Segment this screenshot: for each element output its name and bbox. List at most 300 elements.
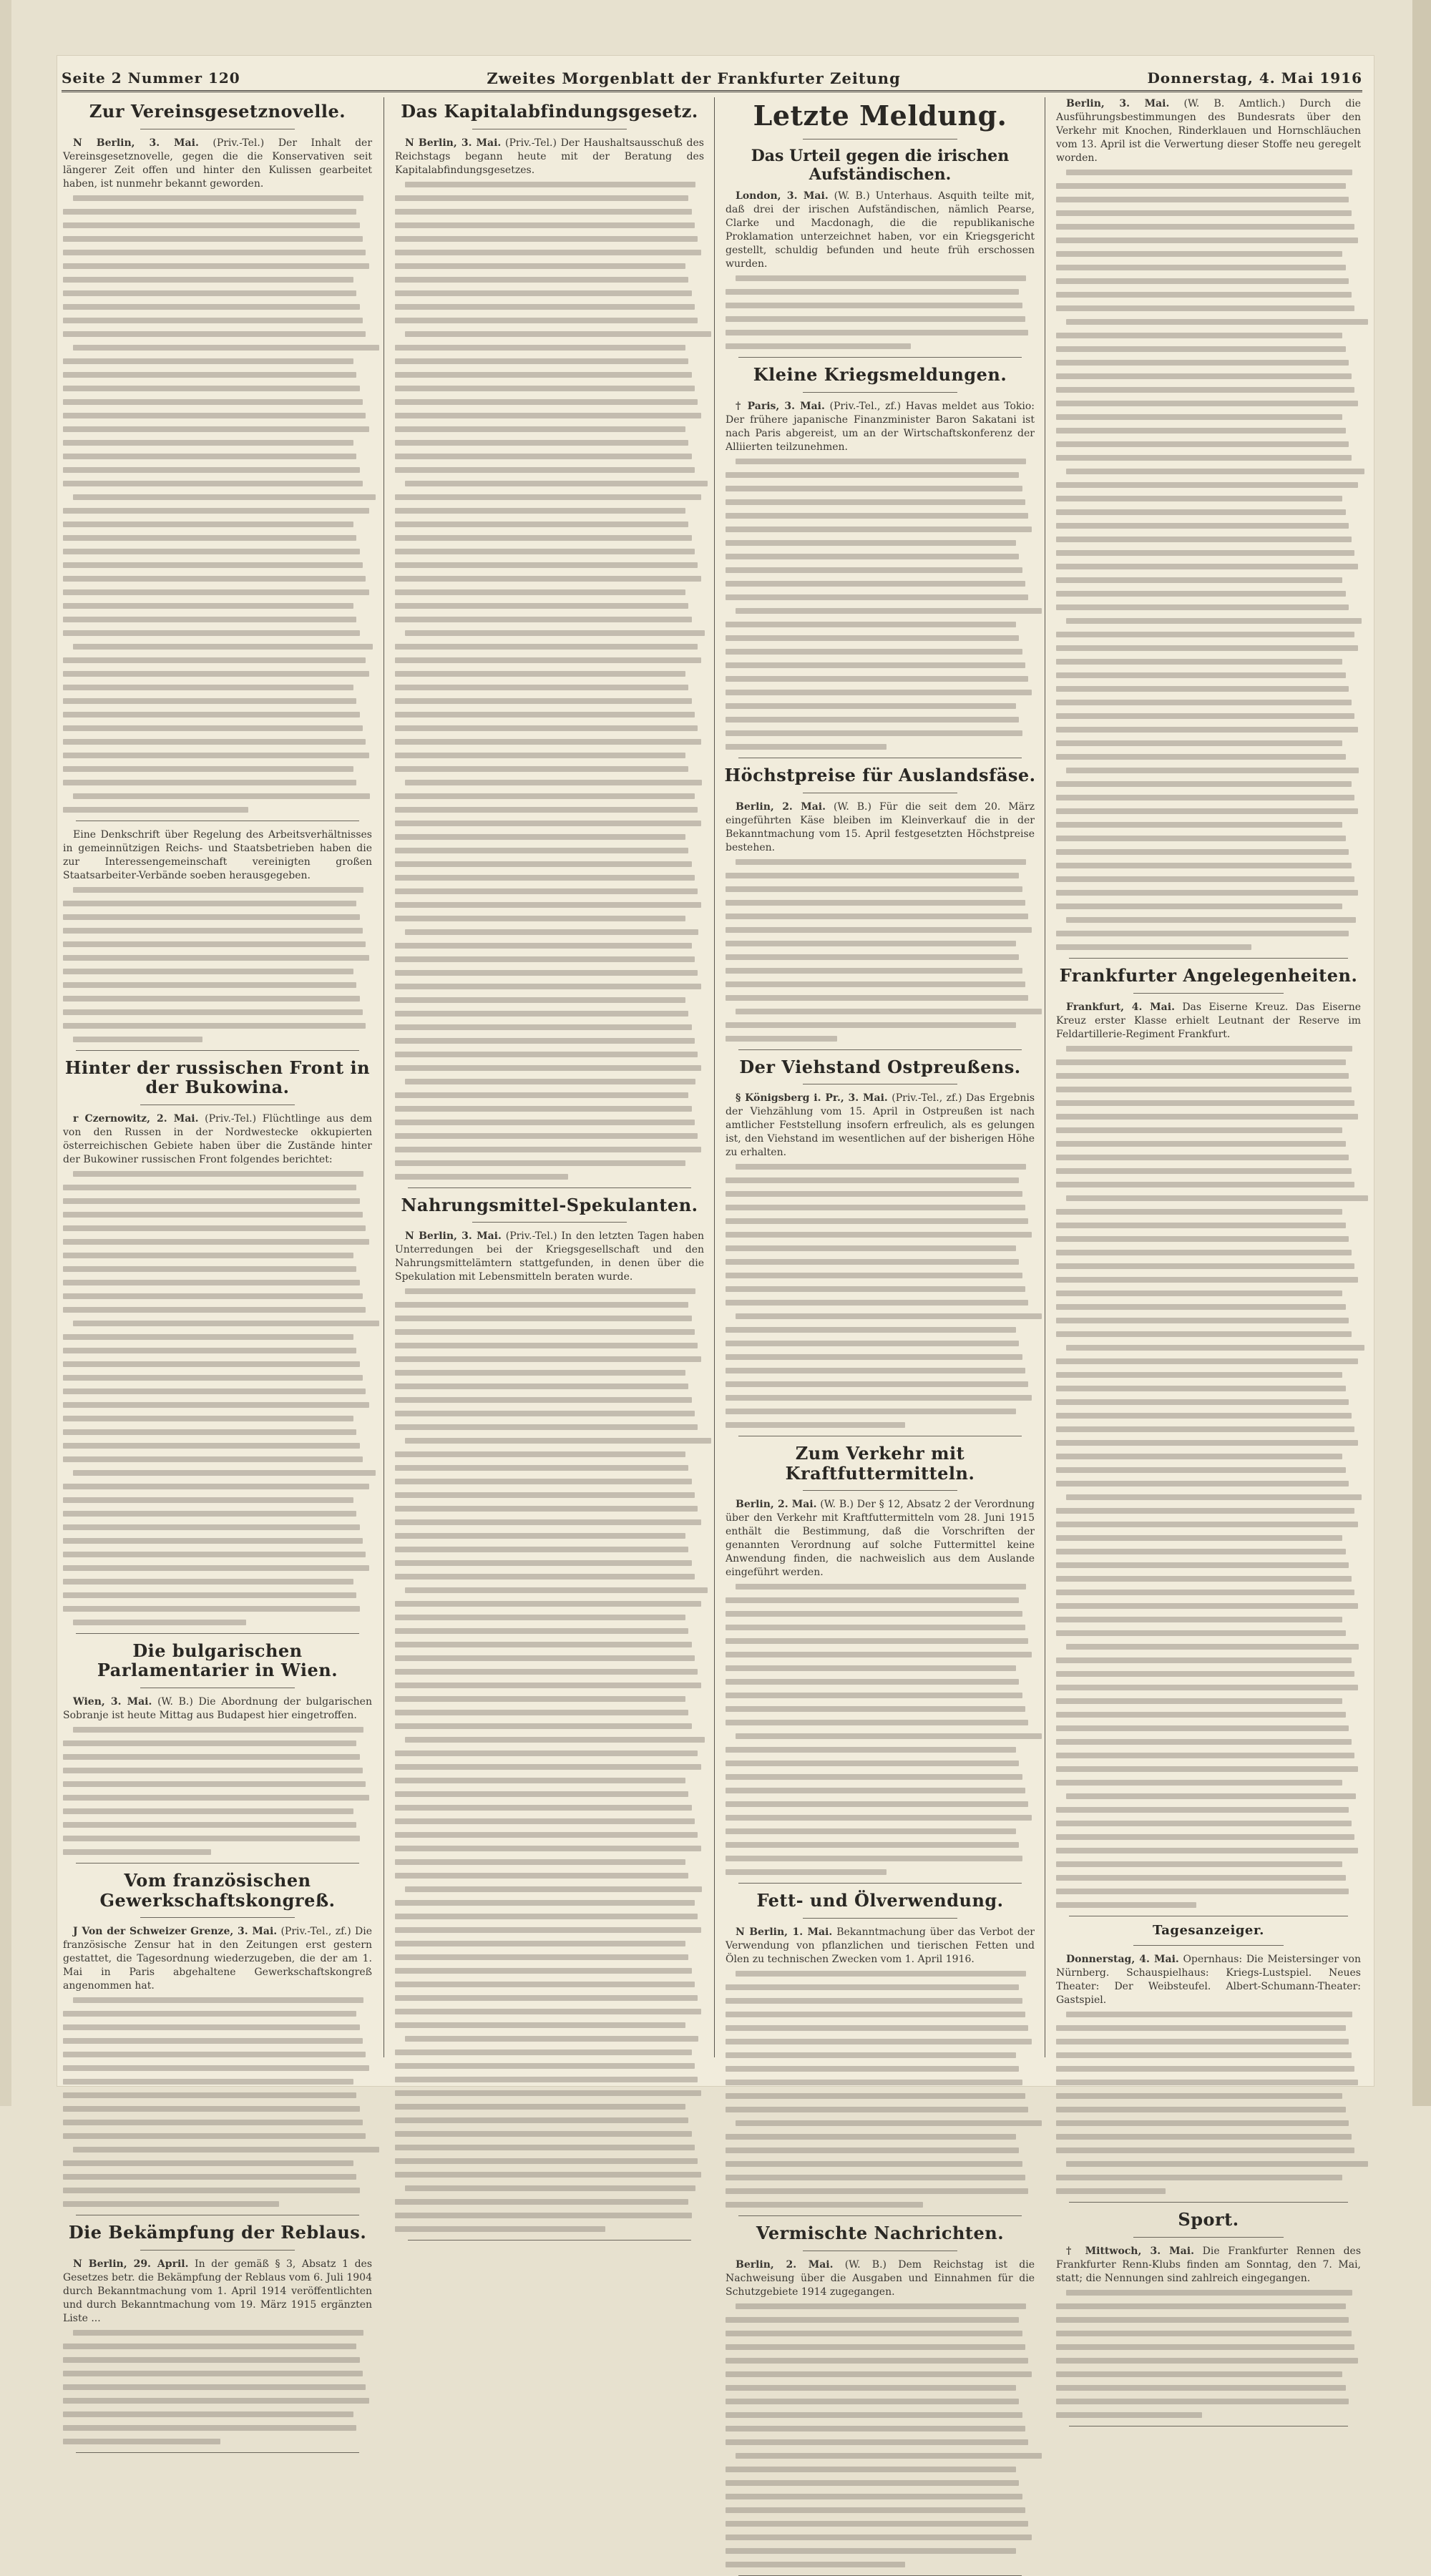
text-line (395, 399, 698, 405)
text-line (63, 2188, 360, 2193)
text-line (726, 2066, 1019, 2072)
column-2 (394, 97, 705, 2057)
text-line (1056, 686, 1349, 692)
article-lead (63, 1925, 372, 1993)
text-line (405, 929, 698, 935)
article-lead (63, 2258, 372, 2326)
article-separator (76, 1633, 359, 1634)
text-line (395, 1533, 685, 1539)
news-source: (Priv.-Tel.) (505, 1230, 557, 1243)
text-line (726, 1232, 1032, 1238)
text-line (63, 2344, 356, 2349)
text-line (73, 1037, 202, 1042)
text-line (405, 1737, 705, 1743)
text-line (726, 2161, 1022, 2167)
text-line (726, 472, 1019, 478)
article-separator (408, 1187, 691, 1188)
article (1055, 2210, 1362, 2426)
text-line (63, 996, 360, 1001)
text-line (736, 459, 1026, 464)
text-line (395, 426, 685, 432)
text-line (1066, 2161, 1368, 2167)
text-line (63, 1009, 363, 1015)
article-body-lines (726, 1164, 1035, 1428)
text-line (63, 2092, 356, 2098)
text-line (726, 2175, 1025, 2180)
text-line (726, 649, 1022, 655)
text-line (726, 2039, 1032, 2044)
text-line (63, 766, 353, 772)
text-line (736, 275, 1026, 281)
text-line (726, 1984, 1019, 1990)
heading-rule (1133, 2237, 1284, 2238)
text-line (63, 318, 363, 323)
text-line (1056, 1263, 1354, 1269)
text-line (395, 494, 701, 500)
news-source: (Priv.-Tel., zf.) (280, 1926, 351, 1938)
text-line (63, 1836, 360, 1841)
news-source: (Priv.-Tel.) (213, 137, 265, 149)
article-body-lines (726, 1584, 1035, 1875)
dateline: Wien, 3. Mai. (73, 1695, 152, 1708)
text-line (63, 1565, 369, 1571)
article-body-lines (726, 859, 1035, 1042)
text-line (395, 209, 692, 215)
text-line (726, 2025, 1028, 2031)
text-line (1056, 1630, 1346, 1636)
article-lead (1056, 97, 1361, 165)
text-line (63, 2011, 356, 2017)
text-line (63, 753, 369, 758)
text-line (1056, 1848, 1358, 1853)
text-line (1056, 1725, 1349, 1731)
text-line (395, 1832, 698, 1838)
text-line (73, 345, 379, 351)
news-source: (W. B. Amtlich.) (1183, 98, 1286, 109)
text-line (1066, 917, 1356, 923)
text-line (63, 2120, 363, 2125)
text-line (63, 969, 353, 974)
text-line (1056, 1372, 1342, 1378)
text-line (1056, 591, 1346, 597)
text-line (726, 2412, 1022, 2418)
dateline: Frankfurt, 4. Mai. (1066, 1001, 1175, 1013)
text-line (395, 1465, 688, 1471)
text-line (395, 549, 695, 554)
text-line (63, 562, 363, 568)
text-line (726, 1259, 1019, 1265)
text-line (63, 2079, 353, 2085)
text-line (63, 739, 366, 745)
article-heading: Sport. (1178, 2209, 1239, 2230)
article-text: Durch die Ausführungsbestimmungen des Bundesrats über den Verkehr mit Knochen, Rinderklauen und Hornschläuchen vom 13. April ist die Verwertung dieser Stoffe neu geregelt worden. (1056, 98, 1362, 164)
article (724, 1057, 1036, 1437)
text-line (63, 304, 360, 310)
text-line (63, 290, 356, 296)
article-text: Das Eiserne Kreuz. Das Eiserne Kreuz erster Klasse erhielt Leutnant der Reserve im Feldartillerie-Regiment Frankfurt. (1056, 1001, 1361, 1040)
text-line (1056, 1861, 1342, 1867)
text-line (1056, 550, 1354, 556)
article-text: Der Haushaltsausschuß des Reichstags begann heute mit der Beratung des Kapitalabfindungsgesetzes. (395, 137, 704, 176)
text-line (726, 995, 1028, 1001)
text-line (726, 1869, 887, 1875)
text-line (73, 195, 363, 201)
article-separator (76, 1863, 359, 1864)
news-source: (W. B.) (820, 1499, 854, 1511)
text-line (1056, 1059, 1346, 1065)
text-line (395, 1133, 698, 1139)
text-line (395, 739, 701, 745)
text-line (395, 1065, 701, 1071)
dateline: Berlin, 2. Mai. (736, 800, 826, 813)
heading-rule (803, 1490, 957, 1491)
text-line (726, 1998, 1022, 2004)
text-line (395, 888, 698, 894)
article-heading: Zum Verkehr mit Kraftfuttermitteln. (785, 1443, 975, 1484)
text-line (726, 873, 1019, 878)
text-line (1056, 482, 1358, 488)
text-line (736, 1313, 1042, 1319)
text-line (395, 236, 698, 242)
text-line (63, 2201, 279, 2207)
text-line (1066, 2290, 1352, 2296)
text-line (1056, 1889, 1349, 1894)
text-line (1056, 2385, 1346, 2391)
newspaper-title: Zweites Morgenblatt der Frankfurter Zeitung (487, 69, 901, 87)
article-text: Flüchtlinge aus dem von den Russen in der Nordwestecke okkupierten österreichischen Gebiete haben über die Zustände hinter der Bukowiner russischen Front folgendes berichtet: (63, 1112, 373, 1165)
text-line (63, 1429, 356, 1435)
text-line (1066, 1046, 1352, 1052)
text-line (726, 2012, 1025, 2017)
text-line (405, 1587, 708, 1593)
text-line (726, 2188, 1028, 2194)
text-line (1056, 2412, 1202, 2418)
text-line (1056, 713, 1354, 719)
text-line (1056, 2148, 1354, 2153)
text-line (395, 1954, 688, 1960)
text-line (726, 486, 1022, 491)
text-line (63, 1754, 360, 1760)
text-line (73, 1321, 379, 1326)
text-line (63, 2384, 366, 2390)
article (724, 765, 1036, 1050)
text-line (63, 1484, 369, 1489)
text-line (726, 2317, 1019, 2323)
text-line (395, 467, 695, 473)
text-line (395, 290, 692, 296)
text-line (736, 2120, 1042, 2126)
text-line (1056, 2358, 1358, 2364)
text-line (1056, 1875, 1346, 1881)
article-text: Der § 12, Absatz 2 der Verordnung über den Verkehr mit Kraftfuttermitteln vom 28. Juni 1915 enthält die Bestimmung, daß die Vorschriften der genannten Verordnung auf solche Futtermittel keine Anwendung finden, die nachweislich aus dem Auslande eingeführt werden. (726, 1499, 1035, 1579)
article-text: Für die seit dem 20. März eingeführten Käse bleiben im Kleinverkauf die in der Bekanntmachung vom 15. April festgesetzten Höchstpreise bestehen. (726, 800, 1035, 853)
text-line (73, 644, 373, 650)
text-line (73, 1620, 246, 1625)
text-line (63, 685, 353, 690)
text-line (63, 1511, 356, 1517)
text-line (726, 567, 1022, 573)
text-line (1056, 1671, 1354, 1677)
text-line (395, 2090, 701, 2096)
text-line (395, 1506, 698, 1512)
text-line (63, 1768, 363, 1773)
text-line (395, 821, 701, 826)
text-line (63, 2398, 369, 2404)
article (62, 1641, 373, 1864)
text-line (63, 1781, 366, 1787)
text-line (63, 712, 360, 718)
text-line (1066, 170, 1352, 175)
text-line (726, 690, 1032, 695)
text-line (1056, 1426, 1354, 1432)
text-line (395, 1601, 701, 1607)
text-line (63, 780, 356, 785)
text-line (73, 1171, 363, 1177)
text-line (1056, 1821, 1352, 1826)
text-line (726, 2358, 1028, 2364)
text-line (726, 981, 1025, 987)
text-line (395, 454, 692, 459)
text-line (726, 2535, 1032, 2540)
text-line (63, 358, 353, 364)
text-line (726, 2480, 1019, 2486)
text-line (395, 793, 695, 799)
text-line (1056, 1277, 1358, 1283)
text-line (395, 318, 698, 323)
text-line (395, 1723, 692, 1729)
text-line (726, 1638, 1028, 1644)
article-lead (726, 2258, 1035, 2299)
text-line (1056, 1413, 1352, 1419)
masthead (62, 66, 1362, 92)
text-line (395, 712, 695, 718)
article-text: Das Ergebnis der Viehzählung vom 15. April in Ostpreußen ist nach amtlicher Feststellung insofern erfreulich, als es gelungen ist, den Viehstand im wesentlichen auf der bisherigen Höhe zu erhalten. (726, 1092, 1035, 1159)
text-line (1056, 822, 1342, 828)
heading-rule (1133, 1945, 1284, 1946)
text-line (726, 513, 1028, 519)
text-line (726, 744, 887, 750)
text-line (726, 1842, 1019, 1848)
column-4 (1055, 97, 1362, 2284)
text-line (726, 1036, 837, 1042)
text-line (395, 386, 695, 391)
text-line (726, 662, 1025, 668)
text-line (395, 997, 685, 1003)
text-line (395, 698, 692, 704)
text-line (1056, 672, 1346, 678)
article-lead (726, 1092, 1035, 1160)
text-line (405, 182, 695, 187)
news-source: (W. B.) (844, 2258, 887, 2271)
text-line (1056, 265, 1346, 270)
page-number: Seite 2 Nummer 120 (62, 69, 240, 87)
article (394, 1195, 705, 2241)
text-line (1056, 360, 1349, 366)
text-line (726, 2426, 1025, 2431)
text-line (395, 1451, 685, 1457)
text-line (405, 2185, 695, 2191)
text-line (1056, 1508, 1354, 1514)
text-line (1056, 876, 1354, 882)
text-line (63, 209, 356, 215)
text-line (726, 1286, 1025, 1292)
article-body-lines (726, 459, 1035, 750)
article-text: Die französische Zensur hat in den Zeitungen erst gestern gestattet, die Tagesordnung wiederzugeben, die der am 1. Mai in Paris abgehaltene Gewerkschaftskongreß angenommen hat. (63, 1926, 372, 1992)
article-separator (738, 1883, 1022, 1884)
news-source: (Priv.-Tel.) (205, 1112, 257, 1125)
text-line (1056, 1739, 1352, 1745)
text-line (405, 1079, 695, 1084)
text-line (395, 1424, 698, 1430)
text-line (395, 1696, 685, 1702)
text-line (1056, 1209, 1342, 1215)
text-line (726, 2371, 1032, 2377)
text-line (63, 236, 363, 242)
text-line (395, 1615, 685, 1620)
text-line (1056, 1358, 1358, 1364)
article-separator (76, 2452, 359, 2453)
text-line (1056, 1304, 1346, 1310)
text-line (63, 2024, 360, 2030)
article-lead (726, 1926, 1035, 1967)
issue-date: Donnerstag, 4. Mai 1916 (1147, 69, 1362, 87)
text-line (395, 657, 701, 663)
text-line (1056, 1114, 1358, 1120)
text-line (395, 916, 685, 921)
article-text: Havas meldet aus Tokio: Der frühere japanische Finanzminister Baron Sakatani ist nach Paris abgereist, um an der Wirtschaftskonferenz der Alliierten teilzunehmen. (726, 401, 1035, 454)
article (1055, 1924, 1362, 2203)
article-lead (1056, 1953, 1361, 2007)
text-line (395, 861, 692, 867)
text-line (395, 902, 701, 908)
text-line (63, 1389, 366, 1394)
text-line (63, 657, 366, 663)
heading-rule (1133, 993, 1284, 994)
columns-area (62, 97, 1362, 2324)
article-lead (395, 1230, 704, 1284)
article-heading: Letzte Meldung. (753, 99, 1007, 132)
text-line (63, 576, 366, 582)
text-line (736, 1971, 1026, 1977)
text-line (63, 399, 363, 405)
dateline: N Berlin, 29. April. (73, 2258, 189, 2270)
text-line (395, 1669, 698, 1675)
heading-rule (472, 1222, 627, 1223)
text-line (395, 1914, 698, 1919)
text-line (1056, 387, 1354, 393)
text-line (1056, 1155, 1349, 1160)
text-line (395, 1941, 685, 1946)
text-line (63, 1592, 356, 1598)
text-line (726, 2107, 1028, 2112)
text-line (395, 1397, 692, 1403)
text-line (1056, 1807, 1349, 1813)
text-line (395, 617, 692, 622)
text-line (1056, 903, 1342, 909)
text-line (63, 549, 360, 554)
text-line (726, 2548, 1016, 2554)
text-line (395, 1710, 688, 1715)
text-line (395, 807, 698, 813)
text-line (1056, 1562, 1349, 1568)
article-separator (1069, 2202, 1348, 2203)
text-line (1056, 305, 1354, 311)
text-line (726, 622, 1016, 627)
dateline: Berlin, 2. Mai. (736, 2258, 834, 2271)
text-line (63, 630, 360, 636)
text-line (1056, 2399, 1349, 2404)
text-line (1056, 1603, 1358, 1609)
text-line (63, 1808, 353, 1814)
text-line (1056, 1236, 1349, 1242)
article-heading: Vermischte Nachrichten. (756, 2223, 1005, 2244)
dateline: J Von der Schweizer Grenze, 3. Mai. (73, 1926, 278, 1938)
text-line (405, 481, 708, 486)
text-line (1066, 1494, 1362, 1500)
text-line (63, 413, 366, 418)
text-line (726, 1720, 1028, 1725)
text-line (405, 331, 711, 337)
text-line (1056, 278, 1349, 284)
text-line (395, 2213, 692, 2218)
text-line (63, 1497, 353, 1503)
text-line (1056, 604, 1349, 610)
text-line (726, 717, 1019, 723)
text-line (726, 1409, 1016, 1414)
text-line (726, 581, 1025, 587)
text-line (395, 1092, 688, 1098)
text-line (1066, 1644, 1359, 1650)
article-separator (738, 2215, 1022, 2216)
text-line (1056, 2093, 1342, 2099)
article-heading: Hinter der russischen Front in der Bukowina. (64, 1057, 371, 1098)
text-line (1056, 428, 1346, 434)
text-line (1056, 2134, 1352, 2140)
text-line (1056, 659, 1342, 665)
text-line (63, 1443, 360, 1449)
text-line (395, 753, 685, 758)
column-3 (724, 97, 1036, 2298)
text-line (63, 1280, 360, 1285)
text-line (395, 250, 701, 255)
article-body-lines (726, 275, 1035, 349)
article-text: Die Frankfurter Rennen des Frankfurter Renn-Klubs finden am Sonntag, den 7. Mai, statt; die Nennungen sind zahlreich eingegangen. (1056, 2245, 1361, 2284)
text-line (63, 1375, 363, 1381)
article-heading: Vom französischen Gewerkschaftskongreß. (99, 1869, 336, 1911)
article-text: Der Inhalt der Vereinsgesetznovelle, gegen die die Konservativen seit längerer Zeit offen und hinter den Kulissen gearbeitet haben, ist nunmehr bekannt geworden. (63, 137, 373, 190)
text-line (1066, 1793, 1356, 1799)
text-line (1056, 740, 1342, 746)
text-line (1056, 210, 1352, 216)
text-line (395, 345, 685, 351)
text-line (63, 617, 356, 622)
text-line (726, 1652, 1032, 1657)
text-line (395, 2158, 698, 2164)
text-line (1056, 237, 1358, 243)
text-line (1056, 849, 1349, 855)
text-line (1056, 1657, 1352, 1663)
text-line (63, 1822, 356, 1828)
text-line (63, 1023, 366, 1029)
text-line (1056, 1182, 1354, 1187)
text-line (63, 955, 369, 961)
text-line (63, 1606, 360, 1612)
text-line (395, 1778, 685, 1783)
dateline: r Czernowitz, 2. Mai. (73, 1112, 199, 1125)
text-line (63, 1552, 366, 1557)
text-line (63, 1740, 356, 1746)
article-lead (63, 1695, 372, 1723)
